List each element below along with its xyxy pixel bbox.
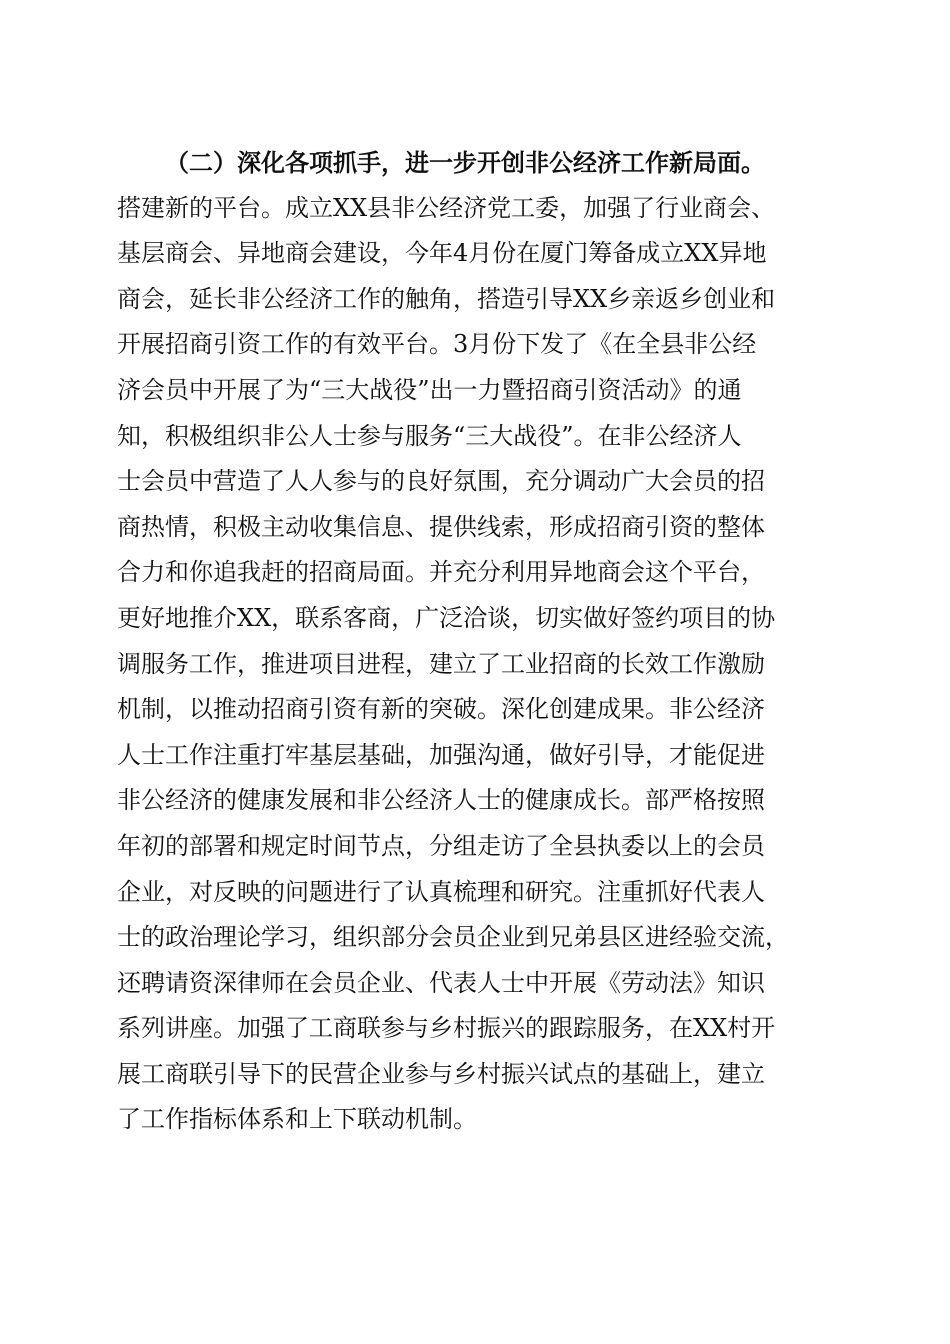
paragraph-line: 调服务工作，推进项目进程，建立了工业招商的长效工作激励	[117, 649, 765, 678]
paragraph-line: 知，积极组织非公人士参与服务“三大战役”。在非公经济人	[117, 421, 742, 450]
paragraph-line: 士会员中营造了人人参与的良好氛围，充分调动广大会员的招	[117, 467, 765, 496]
paragraph-line: 商会，延长非公经济工作的触角，搭造引导XX乡亲返乡创业和	[117, 284, 776, 313]
paragraph-line: 基层商会、异地商会建设，今年4月份在厦门筹备成立XX异地	[117, 239, 767, 268]
paragraph-line: 非公经济的健康发展和非公经济人士的健康成长。部严格按照	[117, 786, 765, 815]
paragraph-line: 机制，以推动招商引资有新的突破。深化创建成果。非公经济	[117, 695, 765, 724]
paragraph-line: 士的政治理论学习，组织部分会员企业到兄弟县区进经验交流，	[117, 923, 789, 952]
paragraph-line: 商热情，积极主动收集信息、提供线索，形成招商引资的整体	[117, 512, 765, 541]
paragraph-line: 了工作指标体系和上下联动机制。	[117, 1105, 477, 1134]
paragraph-line: 企业，对反映的问题进行了认真梳理和研究。注重抓好代表人	[117, 877, 765, 906]
paragraph-line: 搭建新的平台。成立XX县非公经济党工委，加强了行业商会、	[117, 193, 776, 222]
paragraph-line: 济会员中开展了为“三大战役”出一力暨招商引资活动》的通	[117, 375, 742, 404]
paragraph-line: 系列讲座。加强了工商联参与乡村振兴的跟踪服务，在XX村开	[117, 1014, 776, 1043]
paragraph-line: 人士工作注重打牢基层基础，加强沟通，做好引导，才能促进	[117, 740, 765, 769]
paragraph-line: 合力和你追我赶的招商局面。并充分利用异地商会这个平台，	[117, 558, 765, 587]
paragraph-line: 还聘请资深律师在会员企业、代表人士中开展《劳动法》知识	[117, 968, 765, 997]
section-heading-line: （二）深化各项抓手，进一步开创非公经济工作新局面。	[165, 148, 765, 177]
paragraph-line: 展工商联引导下的民营企业参与乡村振兴试点的基础上，建立	[117, 1059, 765, 1088]
paragraph-line: 开展招商引资工作的有效平台。3月份下发了《在全县非公经	[117, 330, 757, 359]
paragraph-line: 年初的部署和规定时间节点，分组走访了全县执委以上的会员	[117, 831, 765, 860]
document-body	[117, 140, 833, 1143]
paragraph-line: 更好地推介XX，联系客商，广泛洽谈，切实做好签约项目的协	[117, 603, 776, 632]
